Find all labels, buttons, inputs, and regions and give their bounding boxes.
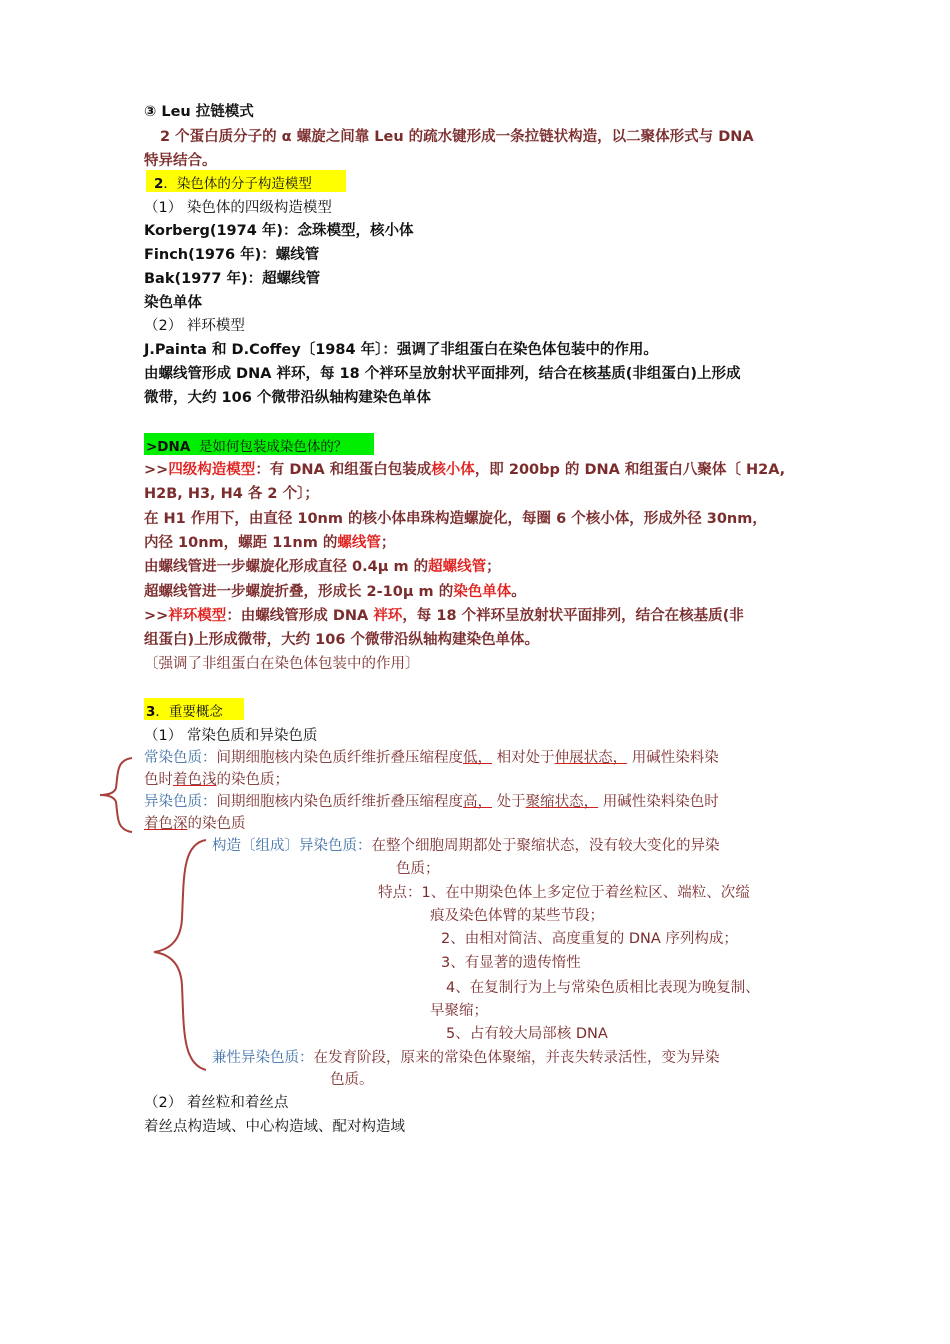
facultative-label: 兼性异染色质： — [212, 1050, 314, 1066]
heterochromatin-brace-icon — [150, 838, 210, 1072]
dna-para-line2: H2B, H3, H4 各 2 个〕； — [144, 486, 319, 502]
features-label: 特点： — [378, 885, 422, 901]
features-line3: 3、有显著的遗传惰性 — [441, 955, 581, 971]
leu-text-line1: 2 个蛋白质分子的 α 螺旋之间靠 Leu 的疏水键形成一条拉链状构造，以二聚体形式与 DNA — [160, 129, 754, 145]
facultative-line1: 兼性异染色质：在发育阶段，原来的常染色体聚缩，并丧失转录活性，变为异染 — [212, 1050, 720, 1066]
section-3-heading — [144, 698, 244, 720]
korberg-line: Korberg(1974 年)：念珠模型，核小体 — [144, 223, 414, 239]
model2-title: （2） 袢环模型 — [144, 318, 245, 334]
unit-line: 染色单体 — [144, 295, 202, 311]
features-line4: 4、在复制行为上与常染色质相比表现为晚复制、 — [446, 980, 760, 996]
centromere-domains: 着丝点构造域、中心构造域、配对构造域 — [144, 1119, 405, 1135]
features-line1: 特点：1、在中期染色体上多定位于着丝粒区、端粒、次缢 — [378, 885, 750, 901]
model1-title: （1） 染色体的四级构造模型 — [144, 200, 332, 216]
features-line4b: 早聚缩； — [430, 1003, 488, 1019]
finch-line: Finch(1976 年)：螺线管 — [144, 247, 320, 263]
painta-line: J.Painta 和 D.Coffey〔1984 年〕：强调了非组蛋白在染色体包装中的作用。 — [144, 342, 658, 358]
dna-para-line9: 〔强调了非组蛋白在染色体包装中的作用〕 — [144, 656, 420, 672]
euchromatin-line1: 常染色质：间期细胞核内染色质纤维折叠压缩程度低， 相对处于伸展状态， 用碱性染料染 — [144, 750, 719, 766]
leu-text-line2: 特异结合。 — [144, 153, 217, 169]
section-2-number: 2 — [154, 176, 164, 192]
concepts-title1: （1） 常染色质和异染色质 — [144, 728, 318, 744]
heterochromatin-line1: 异染色质：间期细胞核内染色质纤维折叠压缩程度高， 处于聚缩状态， 用碱性染料染色时 — [144, 794, 719, 810]
model2-line1: 由螺线管形成 DNA 袢环，每 18 个袢环呈放射状平面排列，结合在核基质(非组蛋白)上形成 — [144, 366, 741, 382]
constitutive-line1: 构造〔组成〕异染色质：在整个细胞周期都处于聚缩状态，没有较大变化的异染 — [212, 838, 720, 854]
features-line2: 2、由相对简洁、高度重复的 DNA 序列构成； — [441, 931, 738, 947]
section-2-heading — [146, 170, 346, 192]
euchromatin-line2: 色时着色浅的染色质； — [144, 772, 289, 788]
left-brace-icon — [96, 756, 136, 834]
facultative-line2: 色质。 — [330, 1072, 374, 1088]
dna-question: 是如何包装成染色体的？ — [198, 439, 348, 455]
leu-heading: ③ Leu 拉链模式 — [144, 104, 254, 120]
features-line1b: 痕及染色体臂的某些节段； — [430, 908, 604, 924]
dna-para-line1: >>四级构造模型：有 DNA 和组蛋白包装成核小体，即 200bp 的 DNA 和组蛋白八聚体〔 H2A, — [144, 462, 786, 478]
dna-label: >DNA — [146, 439, 191, 455]
euchromatin-label: 常染色质： — [144, 750, 217, 766]
heterochromatin-line2: 着色深的染色质 — [144, 816, 246, 832]
dna-para-line4: 内径 10nm，螺距 11nm 的螺线管； — [144, 535, 396, 551]
heterochromatin-label: 异染色质： — [144, 794, 217, 810]
concepts-title2: （2） 着丝粒和着丝点 — [144, 1095, 289, 1111]
section-3-number: 3 — [146, 704, 156, 720]
dna-para-line3: 在 H1 作用下，由直径 10nm 的核小体串珠构造螺旋化，每圈 6 个核小体，形成外径 30nm， — [144, 511, 767, 527]
dna-para-line5: 由螺线管进一步螺旋化形成直径 0.4μ m 的超螺线管； — [144, 559, 501, 575]
dna-question-heading — [144, 433, 374, 455]
constitutive-label: 构造〔组成〕异染色质： — [212, 838, 372, 854]
features-line5: 5、占有较大局部核 DNA — [446, 1026, 608, 1042]
dna-para-line8: 组蛋白)上形成微带，大约 106 个微带沿纵轴构建染色单体。 — [144, 632, 539, 648]
section-3-title: ．重要概念 — [155, 704, 223, 720]
dna-para-line7: >>袢环模型：由螺线管形成 DNA 袢环，每 18 个袢环呈放射状平面排列，结合在核基质(非 — [144, 608, 744, 624]
model2-line2: 微带，大约 106 个微带沿纵轴构建染色单体 — [144, 390, 431, 406]
dna-para-line6: 超螺线管进一步螺旋折叠，形成长 2-10μ m 的染色单体。 — [144, 584, 526, 600]
constitutive-line2: 色质； — [396, 861, 440, 877]
bak-line: Bak(1977 年)：超螺线管 — [144, 271, 321, 287]
section-2-title: ．染色体的分子构造模型 — [163, 176, 312, 192]
